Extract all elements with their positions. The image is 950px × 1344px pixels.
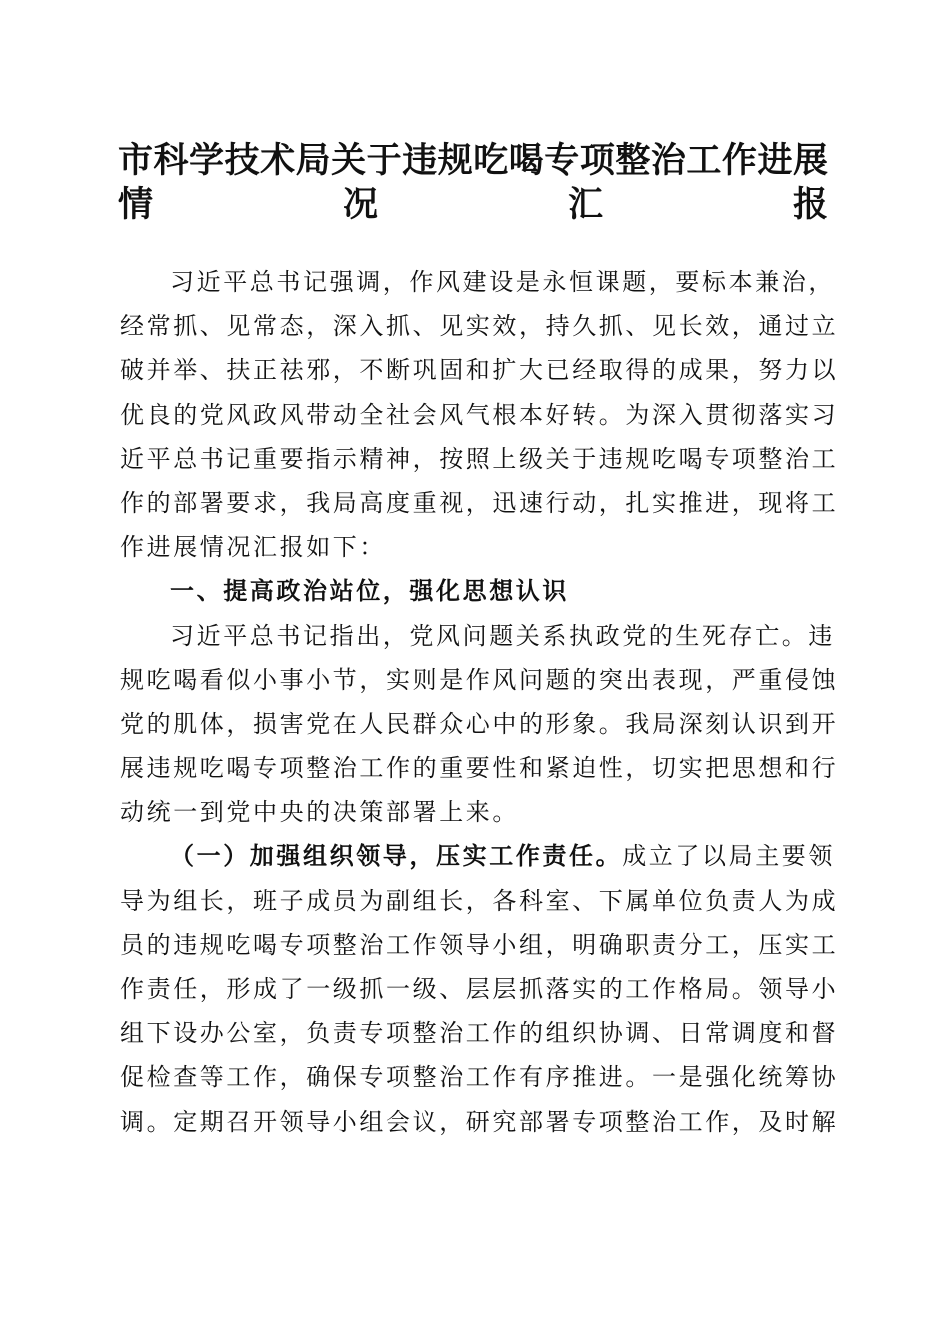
paragraph-line: 作的部署要求，我局高度重视，迅速行动，扎实推进，现将工 xyxy=(120,488,839,517)
paragraph-line: 破并举、扶正祛邪，不断巩固和扩大已经取得的成果，努力以 xyxy=(120,356,839,385)
paragraph-section-1 xyxy=(120,614,839,835)
paragraph-line: 习近平总书记强调，作风建设是永恒课题，要标本兼治， xyxy=(170,268,835,296)
paragraph-line: 作进展情况汇报如下： xyxy=(120,533,386,562)
title-line-1: 市科学技术局关于违规吃喝专项整治工作进展 xyxy=(118,140,828,181)
subsection-heading: （一）加强组织领导，压实工作责任。 xyxy=(170,841,623,871)
paragraph-line xyxy=(120,834,836,878)
document-title xyxy=(118,136,828,224)
paragraph-subsection-1 xyxy=(120,834,839,1143)
paragraph-line: 展违规吃喝专项整治工作的重要性和紧迫性，切实把思想和行 xyxy=(120,754,839,783)
paragraph-line: 党的肌体，损害党在人民群众心中的形象。我局深刻认识到开 xyxy=(120,709,839,738)
paragraph-line: 作责任，形成了一级抓一级、层层抓落实的工作格局。领导小 xyxy=(120,975,839,1003)
paragraph-line: 近平总书记重要指示精神，按照上级关于违规吃喝专项整治工 xyxy=(120,444,839,473)
paragraph-line: 导为组长，班子成员为副组长，各科室、下属单位负责人为成 xyxy=(120,886,839,915)
paragraph-line: 经常抓、见常态，深入抓、见实效，持久抓、见长效，通过立 xyxy=(120,312,839,341)
title-line-2: 情况汇报 xyxy=(118,184,828,226)
paragraph-line: 动统一到党中央的决策部署上来。 xyxy=(120,798,519,827)
paragraph-line: 规吃喝看似小事小节，实则是作风问题的突出表现，严重侵蚀 xyxy=(120,665,839,694)
paragraph-line: 组下设办公室，负责专项整治工作的组织协调、日常调度和督 xyxy=(120,1019,839,1048)
paragraph-text: 成立了以局主要领 xyxy=(622,842,836,871)
paragraph-intro xyxy=(120,260,839,569)
paragraph-line: 优良的党风政风带动全社会风气根本好转。为深入贯彻落实习 xyxy=(120,400,839,429)
section-heading-1: 一、提高政治站位，强化思想认识 xyxy=(170,577,569,606)
paragraph-line: 员的违规吃喝专项整治工作领导小组，明确职责分工，压实工 xyxy=(120,930,839,959)
paragraph-line: 调。定期召开领导小组会议，研究部署专项整治工作，及时解 xyxy=(120,1107,839,1136)
paragraph-line: 习近平总书记指出，党风问题关系执政党的生死存亡。违 xyxy=(170,621,835,650)
paragraph-line: 促检查等工作，确保专项整治工作有序推进。一是强化统筹协 xyxy=(120,1063,839,1092)
document-body xyxy=(120,260,839,1144)
